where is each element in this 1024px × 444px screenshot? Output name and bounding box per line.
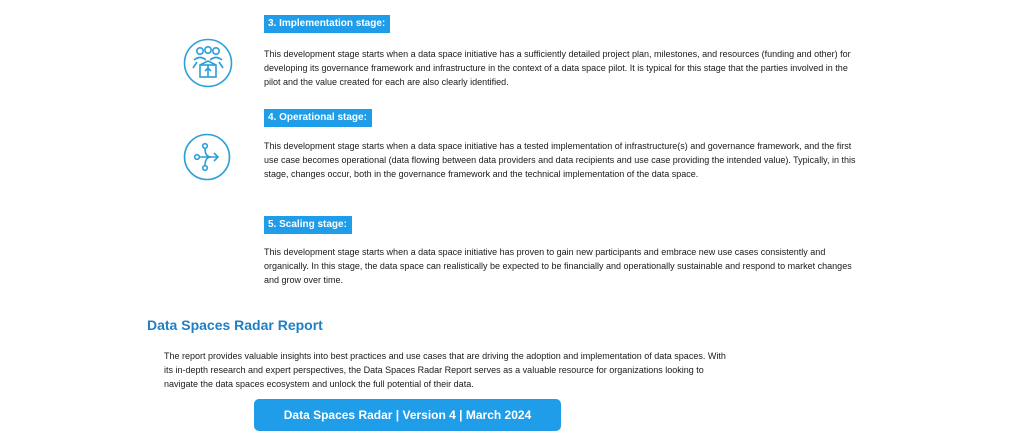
download-report-button[interactable]: Data Spaces Radar | Version 4 | March 2024: [254, 399, 561, 431]
stage-badge: 4. Operational stage:: [264, 109, 372, 127]
team-package-icon: [183, 38, 233, 88]
stage-operational: [264, 107, 864, 182]
stage-description: This development stage starts when a data space initiative has a sufficiently detailed project plan, milestones, and resources (funding and other) for developing its governance framework and infrastructure in the context of a data space pilot. It is typical for this stage that the parties involved in the pilot and the value created for each are also clearly identified.: [264, 49, 851, 88]
stage-implementation: [264, 13, 864, 90]
stage-badge: 5. Scaling stage:: [264, 216, 352, 234]
stage-badge: 3. Implementation stage:: [264, 15, 390, 33]
data-flow-icon: [183, 133, 231, 181]
stage-scaling: [264, 214, 864, 288]
stage-description: This development stage starts when a data space initiative has a tested implementation of infrastructure(s) and governance framework, and the first use case becomes operational (data flowing between data providers and data recipients and use case providing the intended value). Typically, in this stage, changes occur, both in the governance framework and the technical implementation of the data space.: [264, 141, 856, 180]
stage-description: This development stage starts when a data space initiative has proven to gain new participants and embrace new use cases consistently and organically. In this stage, the data space can realistically be expected to be financially and operationally sustainable and respond to market changes and grow over time.: [264, 247, 852, 286]
report-description: The report provides valuable insights into best practices and use cases that are driving the adoption and implementation of data spaces. With its in-depth research and expert perspectives, the Data Spaces Radar Report serves as a valuable resource for organizations looking to navigate the data spaces ecosystem and unlock the full potential of their data.: [164, 351, 726, 390]
report-heading: Data Spaces Radar Report: [147, 317, 323, 333]
